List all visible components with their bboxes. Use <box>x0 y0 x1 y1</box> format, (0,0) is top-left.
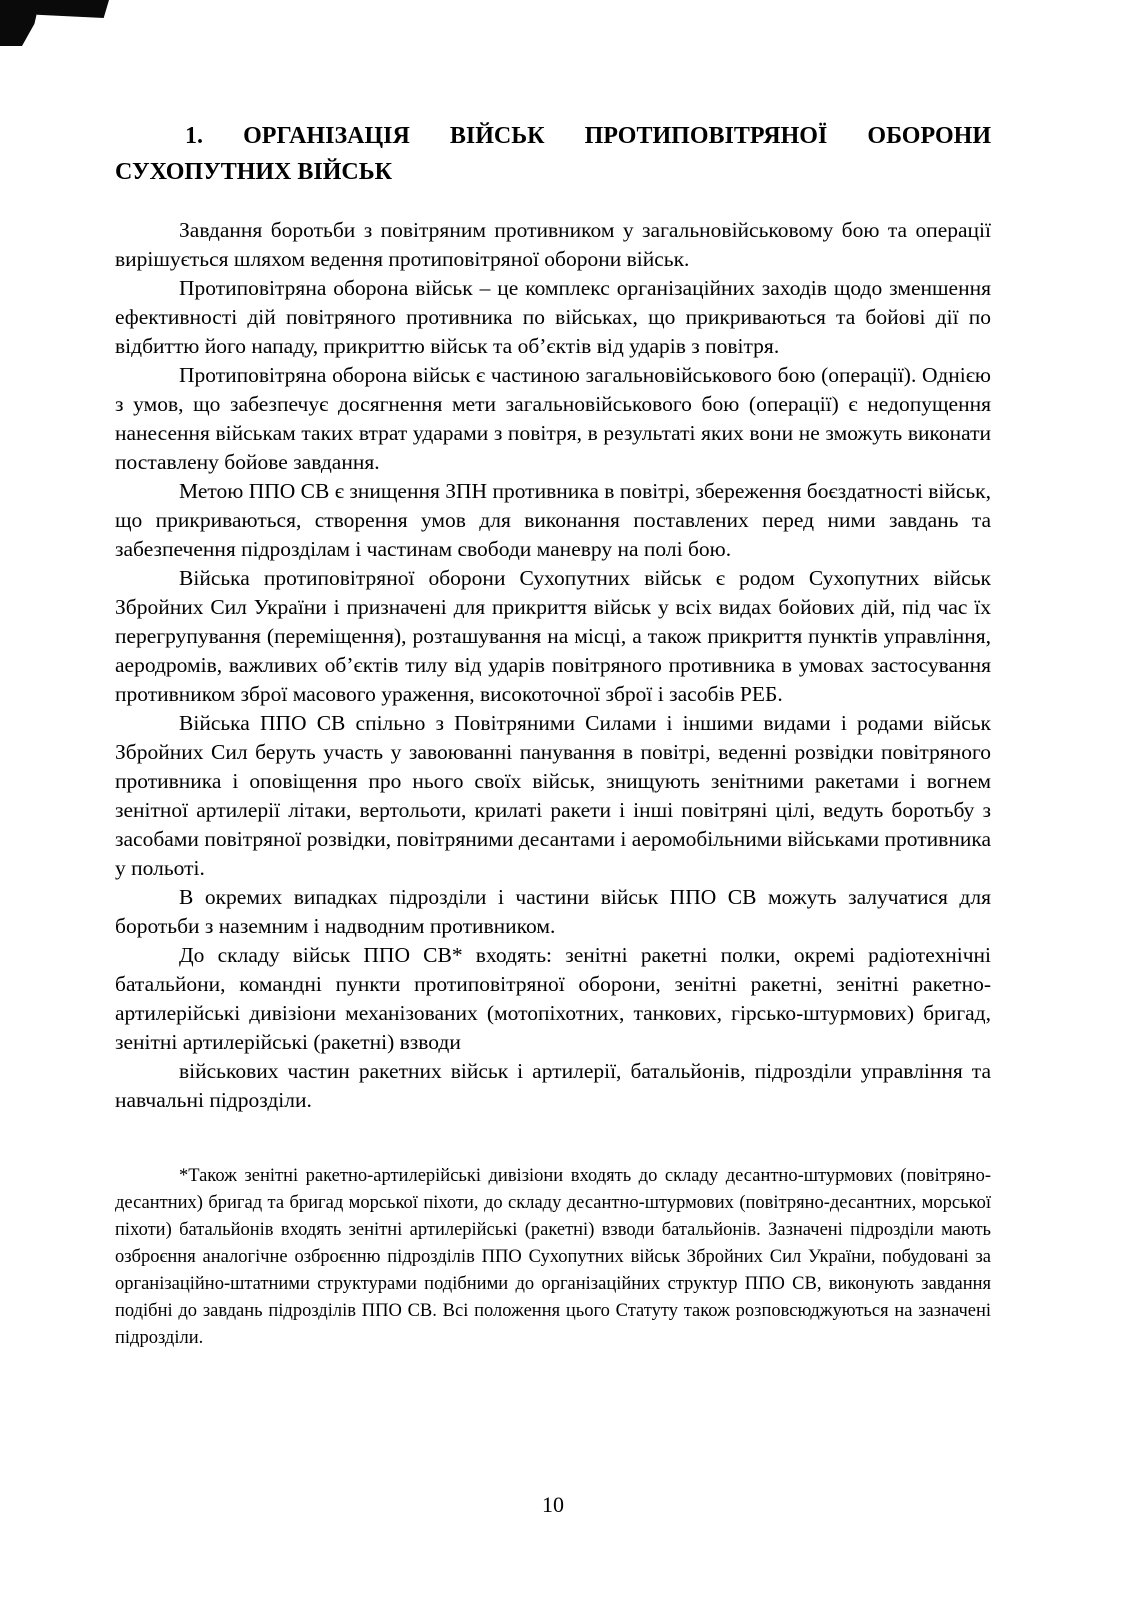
paragraph: Війська ППО СВ спільно з Повітряними Силами і іншими видами і родами військ Збройних Сил беруть участь у завоюванні панування в повітрі, веденні розвідки повітряного противника і оповіщення про нього своїх військ, знищують зенітними ракетами і вогнем зенітної артилерії літаки, вертольоти, крилаті ракети і інші повітряні цілі, ведуть боротьбу з засобами повітряної розвідки, повітряними десантами і аеромобільними військами противника у польоті. <box>115 711 991 880</box>
paragraph: Завдання боротьби з повітряним противником у загальновійськовому бою та операції вирішується шляхом ведення протиповітряної оборони військ. <box>115 218 991 271</box>
paragraph: військових частин ракетних військ і артилерії, батальйонів, підрозділи управління та навчальні підрозділи. <box>115 1059 991 1112</box>
scan-artifact-corner <box>0 0 40 46</box>
paragraph: Війська протиповітряної оборони Сухопутних військ є родом Сухопутних військ Збройних Сил України і призначені для прикриття військ у всіх видах бойових дій, під час їх перегрупування (переміщення), розташування на місці, а також прикриття пунктів управління, аеродромів, важливих об’єктів тилу від ударів повітряного противника в умовах застосування противником зброї масового ураження, високоточної зброї і засобів РЕБ. <box>115 566 991 706</box>
page-number: 10 <box>542 1492 564 1517</box>
body-text <box>115 216 991 1115</box>
scan-artifact-bar <box>33 0 109 18</box>
footnote: *Також зенітні ракетно-артилерійські дивізіони входять до складу десантно-штурмових (повітряно-десантних) бригад та бригад морської піхоти, до складу десантно-штурмових (повітряно-десантних, морської піхоти) батальйонів входять зенітні артилерійські (ракетні) взводи батальйонів. Зазначені підрозділи мають озброєння аналогічне озброєнню підрозділів ППО Сухопутних військ Збройних Сил України, побудовані за організаційно-штатними структурами подібними до організаційних структур ППО СВ, виконують завдання подібні до завдань підрозділів ППО СВ. Всі положення цього Статуту також розповсюджуються на зазначені підрозділи. <box>115 1166 991 1348</box>
section-heading-line2: СУХОПУТНИХ ВІЙСЬК <box>115 159 392 185</box>
paragraph: В окремих випадках підрозділи і частини військ ППО СВ можуть залучатися для боротьби з наземним і надводним противником. <box>115 885 991 938</box>
section-heading-line1: 1. ОРГАНІЗАЦІЯ ВІЙСЬК ПРОТИПОВІТРЯНОЇ ОБОРОНИ <box>185 123 991 149</box>
paragraph: Протиповітряна оборона військ – це комплекс організаційних заходів щодо зменшення ефективності дій повітряного противника по військах, що прикриваються та бойові дії по відбиттю його нападу, прикриттю військ та об’єктів від ударів з повітря. <box>115 276 991 358</box>
paragraph: До складу військ ППО СВ* входять: зенітні ракетні полки, окремі радіотехнічні батальйони, командні пункти протиповітряної оборони, зенітні ракетні, зенітні ракетно-артилерійські дивізіони механізованих (мотопіхотних, танкових, гірсько-штурмових) бригад, зенітні артилерійські (ракетні) взводи <box>115 943 991 1054</box>
paragraph: Протиповітряна оборона військ є частиною загальновійськового бою (операції). Однією з умов, що забезпечує досягнення мети загальновійськового бою (операції) є недопущення нанесення військам таких втрат ударами з повітря, в результаті яких вони не зможуть виконати поставлену бойове завдання. <box>115 363 991 474</box>
paragraph: Метою ППО СВ є знищення ЗПН противника в повітрі, збереження боєздатності військ, що прикриваються, створення умов для виконання поставлених перед ними завдань та забезпечення підрозділам і частинам свободи маневру на полі бою. <box>115 479 991 561</box>
section-heading <box>115 118 991 190</box>
page-content <box>115 118 991 1352</box>
